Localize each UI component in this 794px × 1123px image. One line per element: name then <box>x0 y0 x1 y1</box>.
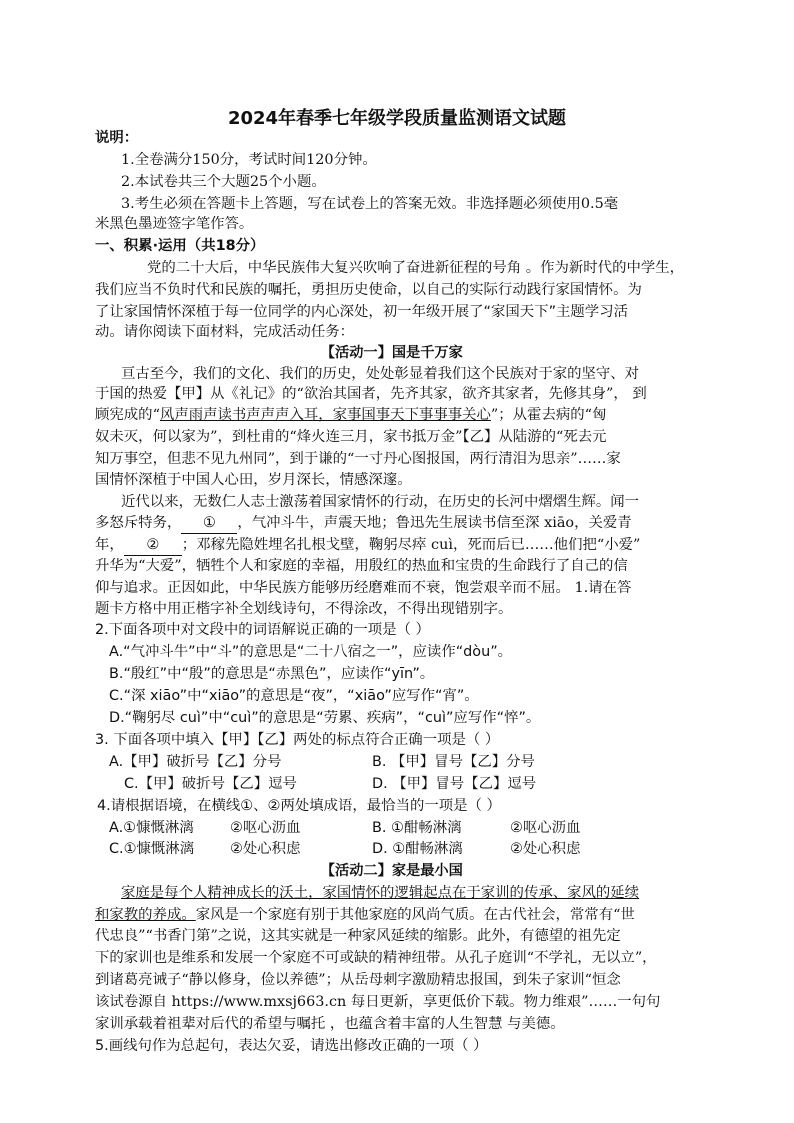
q4-option-d-2: ②处心积虑 <box>510 841 581 857</box>
q3-option-d: D. 【甲】冒号【乙】逗号 <box>372 776 537 792</box>
a1-p2-line-1: 近代以来，无数仁人志士激荡着国家情怀的行动，在历史的长河中熠熠生辉。闻一 <box>121 494 640 510</box>
q4-option-b-2: ②呕心沥血 <box>510 820 581 836</box>
q4-option-d-1: D. ①酣畅淋漓 <box>372 841 463 857</box>
a2-line-2-end: 家风是一个家庭有别于其他家庭的风尚气质。在古代社会，常常有“世 <box>195 907 635 923</box>
a1-p2-line-3-end: ；邓稼先隐姓埋名扎根戈壁，鞠躬尽瘁 cuì，死而后已……他们把“小爱” <box>181 537 641 553</box>
q2-stem: 2.下面各项中对文段中的词语解说正确的一项是（ ） <box>95 622 430 638</box>
q3-stem: 3. 下面各项中填入【甲】【乙】两处的标点符合正确一项是（ ） <box>95 732 500 748</box>
a1-p2-line-4: 升华为“大爱”，牺牲个人和家庭的幸福，用殷红的热血和宝贵的生命践行了自己的信 <box>95 558 628 574</box>
note-3-line-2: 米黑色墨迹签字笔作答。 <box>95 216 254 232</box>
a1-p1-line-3-start: 顾宪成的“ <box>95 407 160 423</box>
q4-option-b-1: B. ①酣畅淋漓 <box>372 820 462 836</box>
note-3-line-1: 3.考生必须在答题卡上答题，写在试卷上的答案无效。非选择题必须使用0.5毫 <box>121 196 619 212</box>
a1-p2-line-2-start: 多怒斥特务， <box>95 515 182 531</box>
q3-option-a: A.【甲】破折号【乙】分号 <box>109 754 282 770</box>
q4-option-a-1: A.①慷慨淋漓 <box>109 820 194 836</box>
a1-p1-line-2: 于国的热爱【甲】从《礼记》的“欲治其国者，先齐其家，欲齐其家者，先修其身”， 到 <box>95 386 647 402</box>
q4-option-c-2: ②处心积虑 <box>230 841 301 857</box>
a2-line-7: 家训承载着祖辈对后代的希望与嘱托 ，也蕴含着丰富的人生智慧 与美德。 <box>95 1016 565 1032</box>
a1-p2-line-3-start: 年， <box>95 537 124 553</box>
underlined-poem-line: 风声雨声读书声声声入耳，家事国事天下事事事关心 <box>159 407 491 423</box>
a1-p1-line-5: 知万事空，但悲不见九州同”，到于谦的“一寸丹心图报国，两行清泪为思亲”……家 <box>95 451 621 467</box>
page-title: 2024年春季七年级学段质量监测语文试题 <box>227 108 567 129</box>
notes-heading: 说明： <box>95 130 139 146</box>
a2-line-3: 代忠良”“书香门第”之说，这其实就是一种家风延续的缩影。此外，有德望的祖先定 <box>95 928 621 944</box>
a1-p1-line-3 <box>95 405 606 425</box>
intro-line-3: 了让家国情怀深植于每一位同学的内心深处，初一年级开展了“家国天下”主题学习活 <box>95 304 628 320</box>
q2-option-b: B.“殷红”中“殷”的意思是“赤黑色”，应读作“yīn”。 <box>109 666 435 682</box>
a1-p2-line-2 <box>95 513 632 534</box>
q4-stem: 4.请根据语境，在横线①、②两处填成语，最恰当的一项是（ ） <box>97 798 501 814</box>
a1-p2-line-2-end: ，气冲斗牛，声震天地；鲁迅先生展读书信至深 xiāo，关爱青 <box>237 515 632 531</box>
a1-p1-line-4: 奴未灭，何以家为”，到杜甫的“烽火连三月，家书抵万金”【乙】从陆游的“死去元 <box>95 429 607 445</box>
q2-option-a: A.“气冲斗牛”中“斗”的意思是“二十八宿之一”，应读作“dòu”。 <box>109 644 513 660</box>
a1-p1-line-3-end: ”；从霍去病的“匈 <box>490 407 607 423</box>
q4-option-c-1: C.①慷慨淋漓 <box>109 841 195 857</box>
blank-1: ① <box>181 513 237 534</box>
a2-line-5: 到诸葛亮诫子“静以修身，俭以养德”；从岳母刺字激励精忠报国，到朱子家训“恒念 <box>95 972 621 988</box>
q3-option-b: B. 【甲】冒号【乙】分号 <box>372 754 535 770</box>
note-1: 1.全卷满分150分，考试时间120分钟。 <box>121 152 377 168</box>
activity-1-heading: 【活动一】国是千万家 <box>320 345 463 361</box>
a1-p2-line-6: 题卡方格中用正楷字补全划线诗句，不得涂改，不得出现错别字。 <box>95 601 513 617</box>
intro-line-4: 动。请你阅读下面材料，完成活动任务： <box>95 324 355 340</box>
a2-line-2 <box>95 905 635 925</box>
note-2: 2.本试卷共三个大题25个小题。 <box>121 174 326 190</box>
intro-line-2: 我们应当不负时代和民族的嘱托，勇担历史使命，以自己的实际行动践行家国情怀。为 <box>95 282 642 298</box>
intro-line-1: 党的二十大后，中华民族伟大复兴吹响了奋进新征程的号角 。作为新时代的中学生， <box>147 260 685 276</box>
a2-line-4: 下的家训也是维系和发展一个家庭不可或缺的精神纽带。从孔子庭训“不学礼，无以立”， <box>95 950 657 966</box>
q2-option-c: C.“深 xiāo”中“xiāo”的意思是“夜”，“xiāo”应写作“宵”。 <box>109 688 479 704</box>
activity-2-heading: 【活动二】家是最小国 <box>320 863 463 879</box>
q4-option-a-2: ②呕心沥血 <box>230 820 301 836</box>
q2-option-d: D.“鞠躬尽 cuì”中“cuì”的意思是“劳累、疾病”，“cuì”应写作“悴”。 <box>109 710 541 726</box>
a2-underlined-line-2: 和家教的养成。 <box>95 907 196 923</box>
a2-underlined-line-1: 家庭是每个人精神成长的沃土，家国情怀的逻辑起点在于家训的传承、家风的延续 <box>121 885 640 901</box>
blank-2: ② <box>124 535 182 556</box>
a1-p2-line-3 <box>95 535 640 556</box>
q5-stem: 5.画线句作为总起句，表达欠妥，请选出修改正确的一项（ ） <box>95 1038 488 1054</box>
q3-option-c: C.【甲】破折号【乙】逗号 <box>124 776 297 792</box>
section-1-heading: 一、积累·运用（共18分） <box>95 238 265 254</box>
a1-p1-line-6: 国情怀深植于中国人心田，岁月深长，情感深邃。 <box>95 472 412 488</box>
a2-line-6: 该试卷源自 https://www.mxsj663.cn 每日更新，享更低价下载。物力维艰”……一句句 <box>95 994 661 1010</box>
a1-p1-line-1: 亘古至今，我们的文化、我们的历史，处处彰显着我们这个民族对于家的坚守、对 <box>121 366 640 382</box>
a1-p2-line-5: 仰与追求。正因如此，中华民族方能够历经磨难而不衰，饱尝艰辛而不屈。 1.请在答 <box>95 580 632 596</box>
